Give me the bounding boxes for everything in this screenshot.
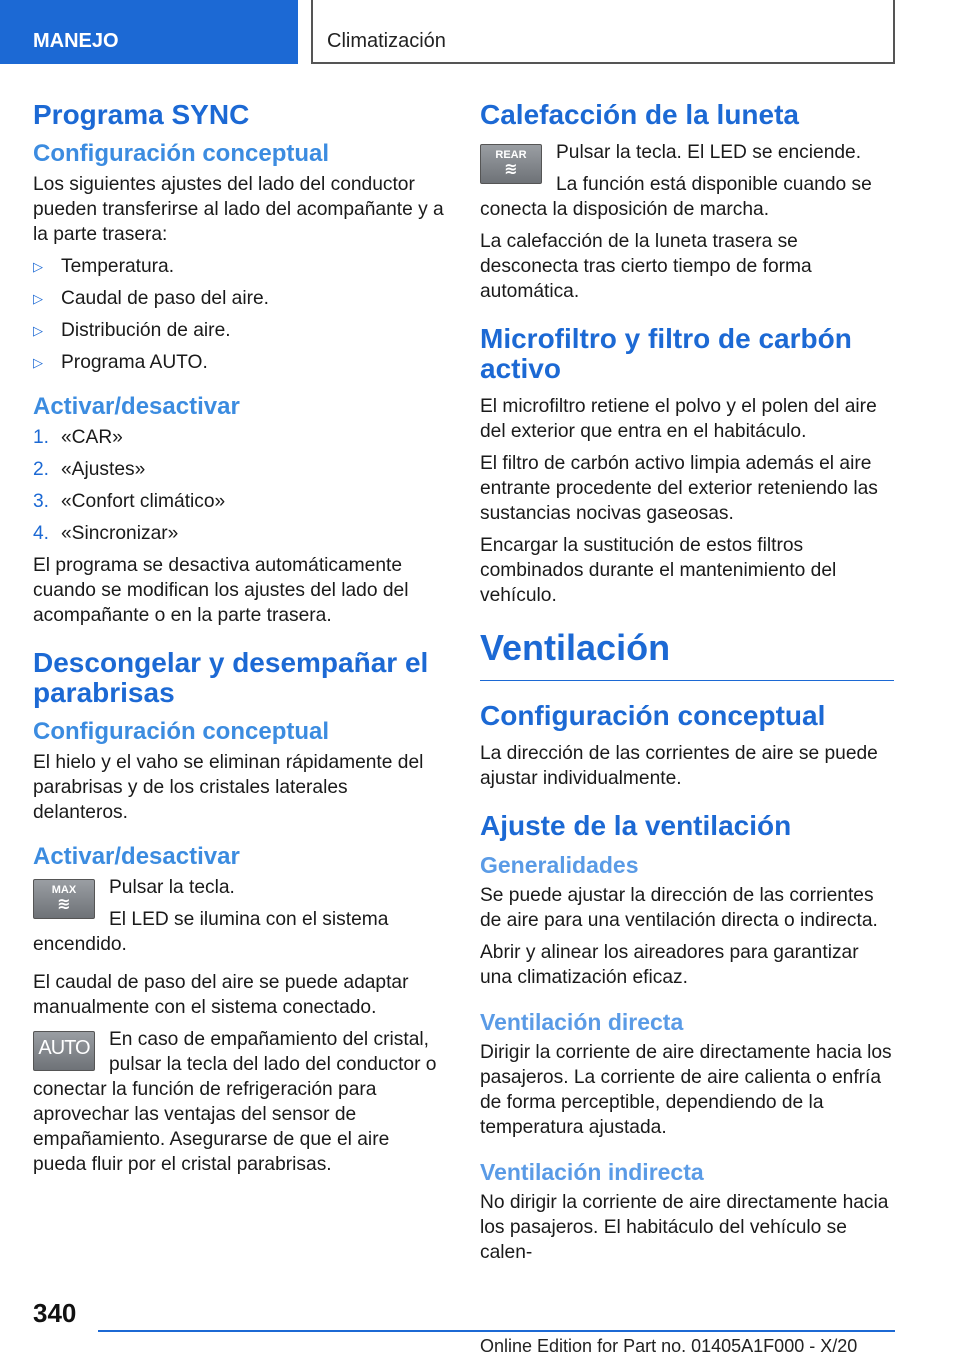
filter-text-2: El filtro de carbón activo limpia además el aire entrante procedente del exterior reteniendo las sustancias nocivas gaseosas. [480, 453, 878, 524]
max-text-1: Pulsar la tecla. [109, 877, 235, 898]
rear-defrost-key-icon: REAR ≋ [480, 144, 542, 184]
filter-text-3: Encargar la sustitución de estos filtros combinados durante el mantenimiento del vehículo. [480, 535, 837, 606]
ventilation-title: Ventilación [480, 628, 894, 681]
chapter-tab [311, 0, 895, 64]
direct-text: Dirigir la corriente de aire directamente hacia los pasajeros. La corriente de aire calienta o enfría de forma perceptible, dependiendo de la temperatura ajustada. [480, 1042, 892, 1138]
sync-bullet-list [33, 254, 447, 375]
direct-heading: Ventilación directa [480, 1009, 684, 1035]
sync-concept-heading: Configuración conceptual [33, 140, 330, 167]
page-number: 340 [33, 1298, 77, 1328]
triangle-bullet-icon: ▷ [33, 323, 43, 338]
general-text-2: Abrir y alinear los aireadores para garantizar una climatización eficaz. [480, 942, 859, 988]
defrost-activate-heading: Activar/desactivar [33, 843, 240, 870]
flow-text: El caudal de paso del aire se puede adaptar manualmente con el sistema conectado. [33, 972, 409, 1018]
list-item: ▷ Distribución de aire. [33, 320, 231, 341]
section-tab [0, 0, 298, 64]
sync-concept-text: Los siguientes ajustes del lado del conductor pueden transferirse al lado del acompañante y a la parte trasera: [33, 174, 444, 245]
section-title: MANEJO [33, 30, 119, 52]
list-item: 4. «Sincronizar» [33, 523, 179, 544]
chapter-title: Climatización [327, 30, 446, 52]
list-item: ▷ Programa AUTO. [33, 352, 208, 373]
list-item: ▷ Temperatura. [33, 256, 175, 277]
footer-edition: Online Edition for Part no. 01405A1F000 - X/20 [480, 1336, 858, 1356]
rear-text-2: La función está disponible cuando se conecta la disposición de marcha. [480, 174, 872, 220]
max-defrost-key-icon: MAX ≋ [33, 879, 95, 919]
triangle-bullet-icon: ▷ [33, 259, 43, 274]
rear-text-3: La calefacción de la luneta trasera se desconecta tras cierto tiempo de forma automática. [480, 231, 812, 302]
triangle-bullet-icon: ▷ [33, 291, 43, 306]
defrost-title: Descongelar y desempañar el parabrisas [33, 647, 429, 708]
filter-text-1: El microfiltro retiene el polvo y el polen del aire del exterior que entra en el habitáculo. [480, 396, 877, 442]
defrost-concept-heading: Configuración conceptual [33, 718, 330, 745]
right-column [480, 100, 894, 1272]
auto-key-icon: AUTO [33, 1031, 95, 1071]
ventilation-concept-text: La dirección de las corrientes de aire se puede ajustar individualmente. [480, 743, 878, 789]
footer-divider [98, 1330, 895, 1332]
left-column [33, 100, 447, 1184]
sync-steps-list [33, 425, 447, 546]
ventilation-concept-heading: Configuración conceptual [480, 700, 826, 731]
defrost-concept-text: El hielo y el vaho se eliminan rápidamente del parabrisas y de los cristales laterales delanteros. [33, 752, 424, 823]
ventilation-adjust-heading: Ajuste de la ventilación [480, 810, 792, 841]
general-text-1: Se puede ajustar la dirección de las corrientes de aire para una ventilación directa o indirecta. [480, 885, 878, 931]
sync-after-text: El programa se desactiva automáticamente cuando se modifican los ajustes del lado del acompañante o en la parte trasera. [33, 555, 409, 626]
indirect-heading: Ventilación indirecta [480, 1159, 704, 1185]
max-text-2: El LED se ilumina con el sistema encendido. [33, 909, 389, 955]
indirect-text: No dirigir la corriente de aire directamente hacia los pasajeros. El habitáculo del vehículo se calen- [480, 1192, 889, 1263]
filter-title: Microfiltro y filtro de carbón activo [480, 323, 852, 384]
triangle-bullet-icon: ▷ [33, 355, 43, 370]
general-heading: Generalidades [480, 852, 639, 878]
list-item: 3. «Confort climático» [33, 491, 226, 512]
sync-title: Programa SYNC [33, 99, 250, 130]
sync-activate-heading: Activar/desactivar [33, 393, 240, 420]
list-item: 2. «Ajustes» [33, 459, 146, 480]
rear-title: Calefacción de la luneta [480, 99, 799, 130]
auto-text: En caso de empañamiento del cristal, pulsar la tecla del lado del conductor o conectar la función de refrigeración para aprovechar las ventajas del sensor de empañamiento. Asegurarse de que el aire pueda fluir por el cristal parabrisas. [33, 1029, 437, 1175]
rear-text-1: Pulsar la tecla. El LED se enciende. [556, 142, 862, 163]
list-item: 1. «CAR» [33, 427, 123, 448]
list-item: ▷ Caudal de paso del aire. [33, 288, 270, 309]
